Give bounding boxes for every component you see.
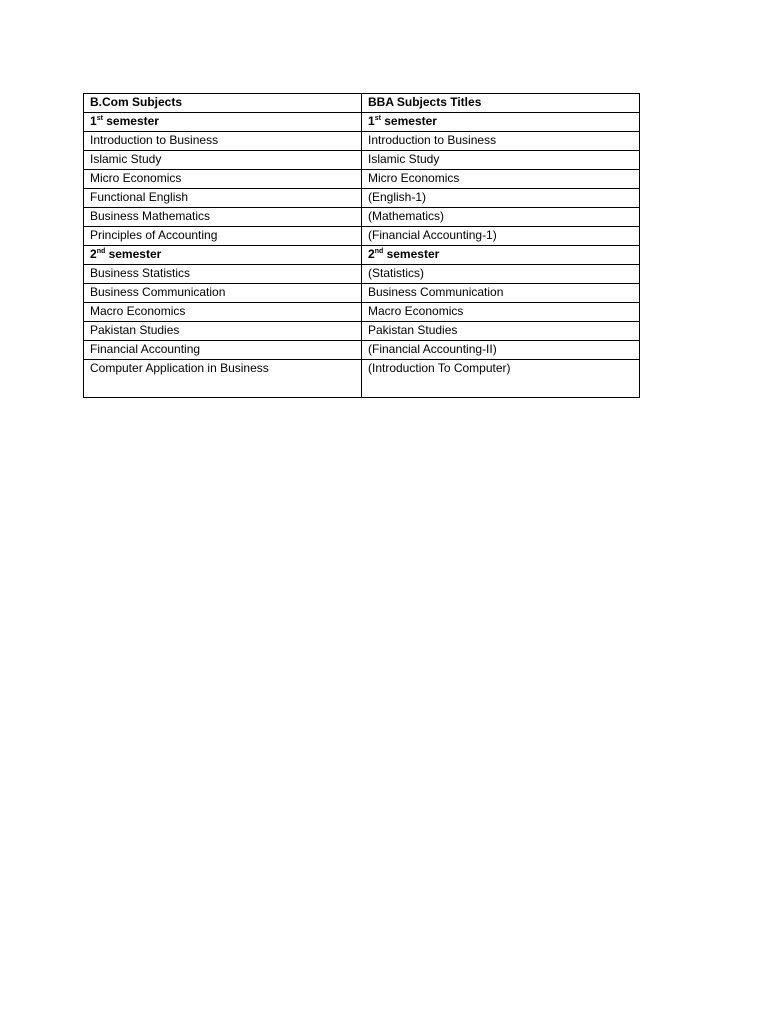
bba-subject-cell: (Statistics)	[362, 265, 640, 284]
bba-semester-2-heading	[362, 246, 640, 265]
bba-subject-cell: (Mathematics)	[362, 208, 640, 227]
bba-subject-cell: (English-1)	[362, 189, 640, 208]
bcom-subject-cell: Principles of Accounting	[84, 227, 362, 246]
bba-subject-cell: Macro Economics	[362, 303, 640, 322]
table-row	[84, 303, 640, 322]
table-row	[84, 189, 640, 208]
bba-semester-1-heading	[362, 113, 640, 132]
semester-label: semester	[383, 247, 440, 261]
bba-subject-cell: Introduction to Business	[362, 132, 640, 151]
bba-column-header: BBA Subjects Titles	[362, 94, 640, 113]
bba-subject-cell: Micro Economics	[362, 170, 640, 189]
table-row	[84, 360, 640, 398]
semester-label: semester	[102, 114, 159, 128]
semester-number: 2	[90, 247, 97, 261]
semester-number: 1	[368, 114, 375, 128]
bcom-subject-cell: Introduction to Business	[84, 132, 362, 151]
bcom-subject-cell: Macro Economics	[84, 303, 362, 322]
bba-subject-cell: (Financial Accounting-1)	[362, 227, 640, 246]
semester-2-heading-row	[84, 246, 640, 265]
bcom-semester-1-heading	[84, 113, 362, 132]
table-row	[84, 227, 640, 246]
bcom-subject-cell: Functional English	[84, 189, 362, 208]
ordinal-suffix: st	[374, 115, 381, 122]
semester-number: 2	[368, 247, 375, 261]
bcom-column-header: B.Com Subjects	[84, 94, 362, 113]
bcom-subject-cell: Islamic Study	[84, 151, 362, 170]
semester-label: semester	[380, 114, 437, 128]
table-header-row	[84, 94, 640, 113]
bba-subject-cell: (Introduction To Computer)	[362, 360, 640, 398]
table-row	[84, 284, 640, 303]
bba-subject-cell: Islamic Study	[362, 151, 640, 170]
bcom-subject-cell: Financial Accounting	[84, 341, 362, 360]
table-row	[84, 151, 640, 170]
table-row	[84, 132, 640, 151]
ordinal-suffix: nd	[96, 248, 106, 255]
subjects-comparison-table	[83, 93, 640, 398]
table-row	[84, 170, 640, 189]
semester-label: semester	[105, 247, 162, 261]
bba-subject-cell: (Financial Accounting-II)	[362, 341, 640, 360]
bcom-subject-cell: Business Statistics	[84, 265, 362, 284]
bcom-subject-cell: Business Mathematics	[84, 208, 362, 227]
table-row	[84, 341, 640, 360]
bcom-subject-cell: Computer Application in Business	[84, 360, 362, 398]
ordinal-suffix: st	[96, 115, 103, 122]
bba-subject-cell: Business Communication	[362, 284, 640, 303]
bba-subject-cell: Pakistan Studies	[362, 322, 640, 341]
table-row	[84, 208, 640, 227]
table-row	[84, 265, 640, 284]
table-row	[84, 322, 640, 341]
bcom-subject-cell: Business Communication	[84, 284, 362, 303]
semester-number: 1	[90, 114, 97, 128]
ordinal-suffix: nd	[374, 248, 384, 255]
bcom-subject-cell: Micro Economics	[84, 170, 362, 189]
bcom-semester-2-heading	[84, 246, 362, 265]
bcom-subject-cell: Pakistan Studies	[84, 322, 362, 341]
semester-1-heading-row	[84, 113, 640, 132]
